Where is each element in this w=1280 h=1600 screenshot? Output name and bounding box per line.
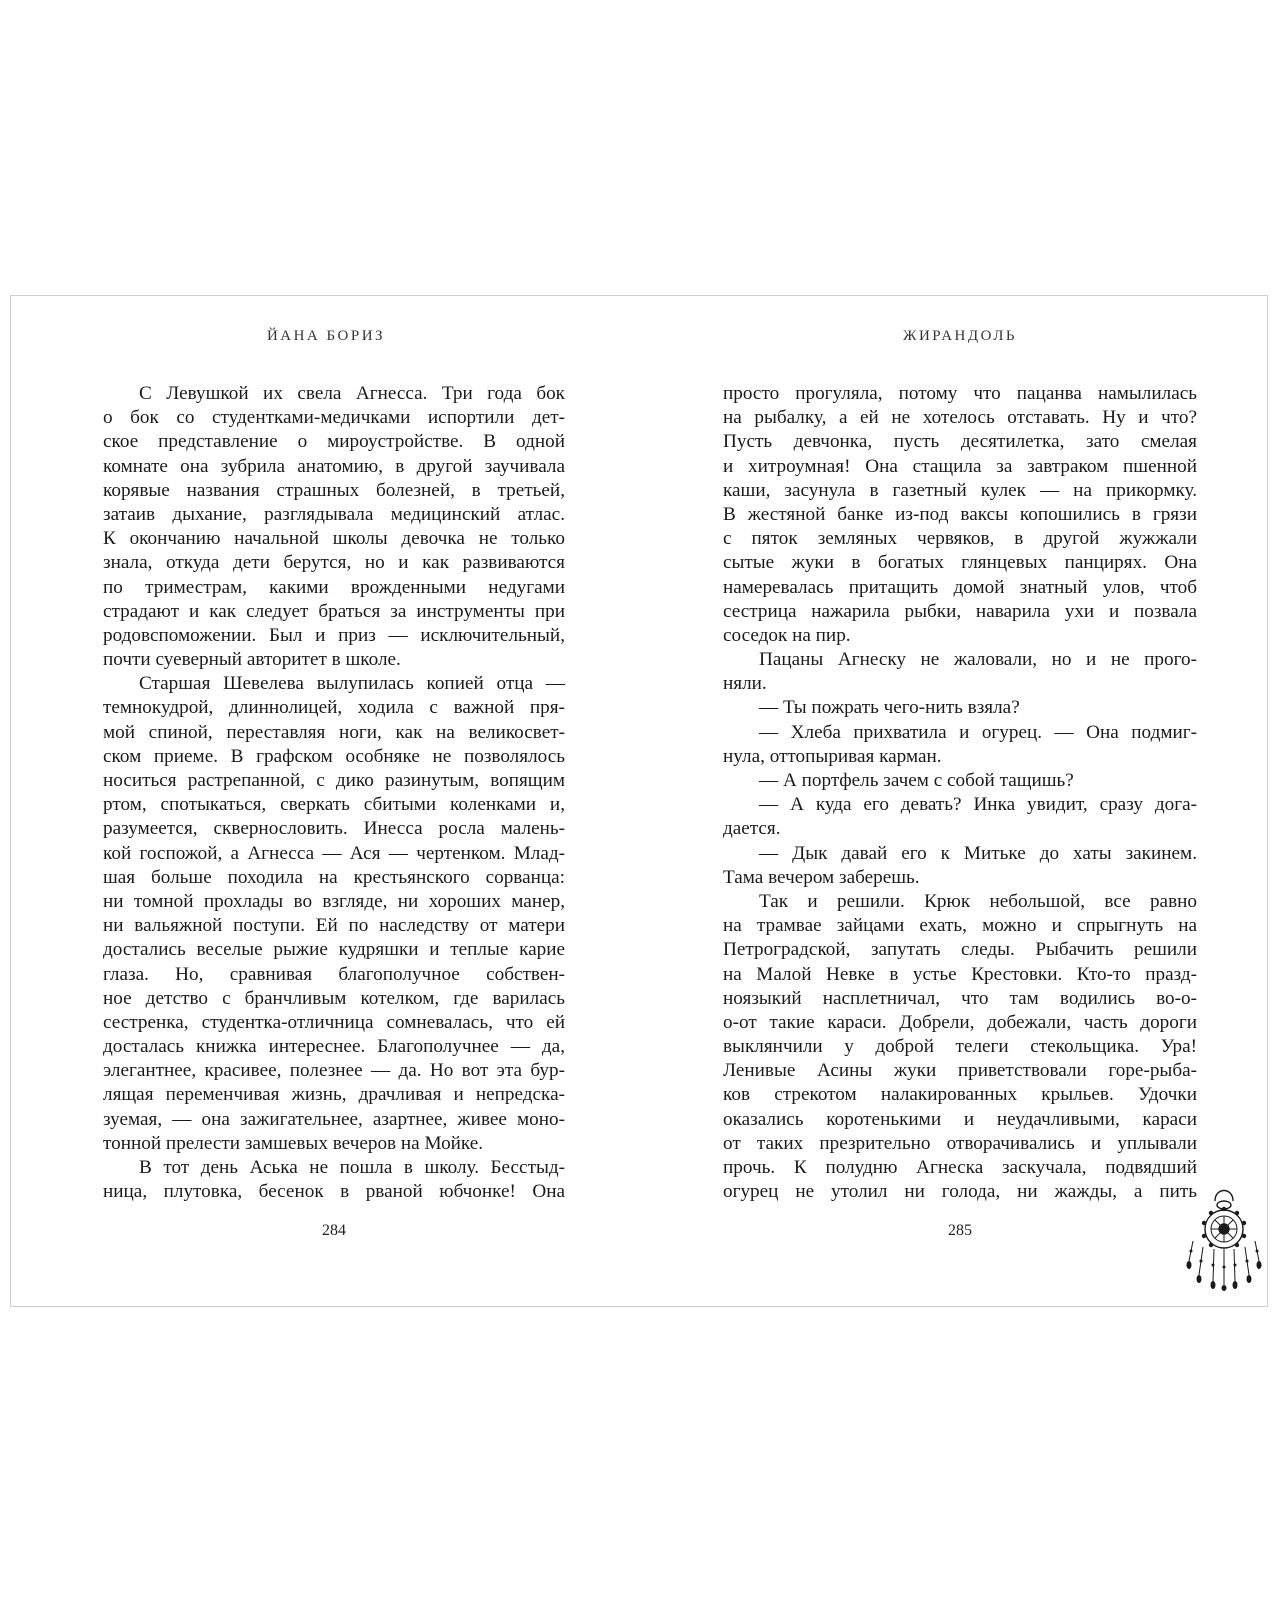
left-page-text <box>103 382 565 1204</box>
text-line: на рыбалку, а ей не хотелось отставать. Ну и что? <box>723 407 1197 429</box>
text-line: оказались коротенькими и неудачливыми, караси <box>723 1108 1197 1130</box>
text-line: носиться растрепанной, с дико разинутым, вопящим <box>103 770 565 791</box>
text-line: — Хлеба прихватила и огурец. — Она подмиг- <box>759 721 1197 743</box>
text-line: каши, засунула в газетный кулек — на прикормку. <box>723 479 1197 501</box>
text-line: прочь. К полудню Агнеска заскучала, подвядший <box>723 1157 1197 1178</box>
text-line: и хитроумная! Она стащила за завтраком пшенной <box>723 455 1197 477</box>
text-line: разумеется, сквернословить. Инесса росла малень- <box>103 818 565 840</box>
text-line: В тот день Аська не пошла в школу. Бесстыд- <box>139 1157 565 1178</box>
text-line: сытые жуки в богатых глянцевых панцирях. Она <box>723 552 1197 574</box>
page-number-left: 284 <box>322 1222 346 1239</box>
text-line: ртом, спотыкаться, сверкать сбитыми коленками и, <box>103 794 565 816</box>
text-line: намеревалась притащить домой знатный улов, чтоб <box>723 576 1197 598</box>
text-line: тонной прелести замшевых вечеров на Мойке. <box>103 1132 484 1154</box>
text-line: Так и решили. Крюк небольшой, все равно <box>759 890 1197 912</box>
page-number-right: 285 <box>948 1222 972 1239</box>
text-line: Тама вечером заберешь. <box>723 866 920 888</box>
text-line: зуемая, — она зажигательнее, азартнее, живее моно- <box>103 1108 565 1130</box>
text-line: ноязыкий насплетничал, что там водились во-о- <box>723 987 1197 1009</box>
text-line: ни вальяжной поступи. Ей по наследству от матери <box>103 915 565 937</box>
text-line: знала, откуда дети берутся, но и как развиваются <box>103 552 565 574</box>
text-line: выклянчили у доброй телеги стекольщика. Ура! <box>723 1036 1197 1058</box>
text-line: нула, оттопыривая карман. <box>723 745 942 767</box>
book-spread <box>10 295 1268 1307</box>
text-line: огурец не утолил ни голода, ни жажды, а пить <box>723 1181 1197 1203</box>
text-line: ском приеме. В графском особняке не позволялось <box>103 745 565 767</box>
text-line: — А портфель зачем с собой тащишь? <box>759 770 1074 791</box>
text-line: лящая переменчивая жизнь, драчливая и непредска- <box>103 1084 565 1106</box>
text-line: достались веселые рыжие кудряшки и теплые карие <box>103 939 565 961</box>
text-line: темнокудрой, длиннолицей, ходила с важной пря- <box>103 697 565 719</box>
text-line: на Малой Невке в устье Крестовки. Кто-то празд- <box>723 963 1197 985</box>
text-line: от таких презрительно отворачивались и уплывали <box>723 1132 1197 1154</box>
right-page <box>723 296 1197 1306</box>
text-line: Пусть девчонка, пусть десятилетка, зато смелая <box>723 431 1197 453</box>
running-head-author: ЙАНА БОРИЗ <box>266 328 386 344</box>
text-line: шая больше походила на крестьянского сорванца: <box>103 866 565 888</box>
text-line: В жестяной банке из-под ваксы копошились в грязи <box>723 503 1197 525</box>
text-line: мой спиной, переставляя ноги, как на великосвет- <box>103 721 565 743</box>
left-page <box>103 296 565 1306</box>
text-line: С Левушкой их свела Агнесса. Три года бок <box>139 383 565 404</box>
text-line: соседок на пир. <box>723 624 851 646</box>
text-line: кой госпожой, а Агнесса — Ася — чертенком. Млад- <box>103 842 565 864</box>
text-line: Петроградской, запутать следы. Рыбачить решили <box>723 939 1197 961</box>
running-head-title: ЖИРАНДОЛЬ <box>903 328 1017 344</box>
text-line: страдают и как следует браться за инструменты при <box>103 600 565 622</box>
text-line: ное детство с бранчливым котелком, где варилась <box>103 987 565 1009</box>
text-line: дается. <box>723 818 781 840</box>
text-line: о-от такие караси. Добрели, добежали, часть дороги <box>723 1011 1197 1033</box>
text-line: корявые названия страшных болезней, в третьей, <box>103 479 565 501</box>
text-line: сестрица нажарила рыбки, наварила ухи и позвала <box>723 600 1197 622</box>
text-line: — А куда его девать? Инка увидит, сразу дога- <box>759 794 1197 816</box>
text-line: ское представление о мироустройстве. В одной <box>103 431 565 453</box>
text-line: с пяток земляных червяков, в другой жужжали <box>723 528 1197 550</box>
text-line: Старшая Шевелева вылупилась копией отца — <box>139 673 565 695</box>
text-line: сестренка, студентка-отличница сомневалась, что ей <box>103 1011 565 1033</box>
text-line: затаив дыхание, разглядывала медицинский атлас. <box>103 503 565 525</box>
text-line: няли. <box>723 673 767 695</box>
text-line: элегантнее, красивее, полезнее — да. Но вот эта бур- <box>103 1060 565 1082</box>
text-line: К окончанию начальной школы девочка не только <box>103 528 565 550</box>
text-line: глаза. Но, сравнивая благополучное собствен- <box>103 963 565 985</box>
text-line: почти суеверный авторитет в школе. <box>103 649 401 671</box>
text-line: ница, плутовка, бесенок в рваной юбчонке! Она <box>103 1181 565 1203</box>
text-line: просто прогуляла, потому что пацанва намылилась <box>723 383 1197 404</box>
text-line: — Дык давай его к Митьке до хаты закинем. <box>759 842 1197 864</box>
text-line: родовспоможении. Был и приз — исключительный, <box>103 624 565 646</box>
text-line: досталась книжка интереснее. Благополучнее — да, <box>103 1036 565 1058</box>
text-line: по триместрам, какими врожденными недугами <box>103 576 565 598</box>
text-line: о бок со студентками-медичками испортили дет- <box>103 407 565 429</box>
text-line: Ленивые Асины жуки приветствовали горе-рыба- <box>723 1060 1197 1082</box>
right-page-text <box>723 382 1197 1204</box>
text-line: на трамвае зайцами ехать, можно и спрыгнуть на <box>723 915 1197 937</box>
text-line: — Ты пожрать чего-нить взяла? <box>759 697 1020 719</box>
text-line: комнате она зубрила анатомию, в другой заучивала <box>103 455 565 477</box>
text-line: ни томной прохлады во взгляде, ни хороших манер, <box>103 890 565 912</box>
text-line: Пацаны Агнеску не жаловали, но и не прого- <box>759 649 1197 671</box>
girandole-earring-ornament <box>1181 1181 1267 1291</box>
text-line: ков стрекотом налакированных крыльев. Удочки <box>723 1084 1197 1106</box>
